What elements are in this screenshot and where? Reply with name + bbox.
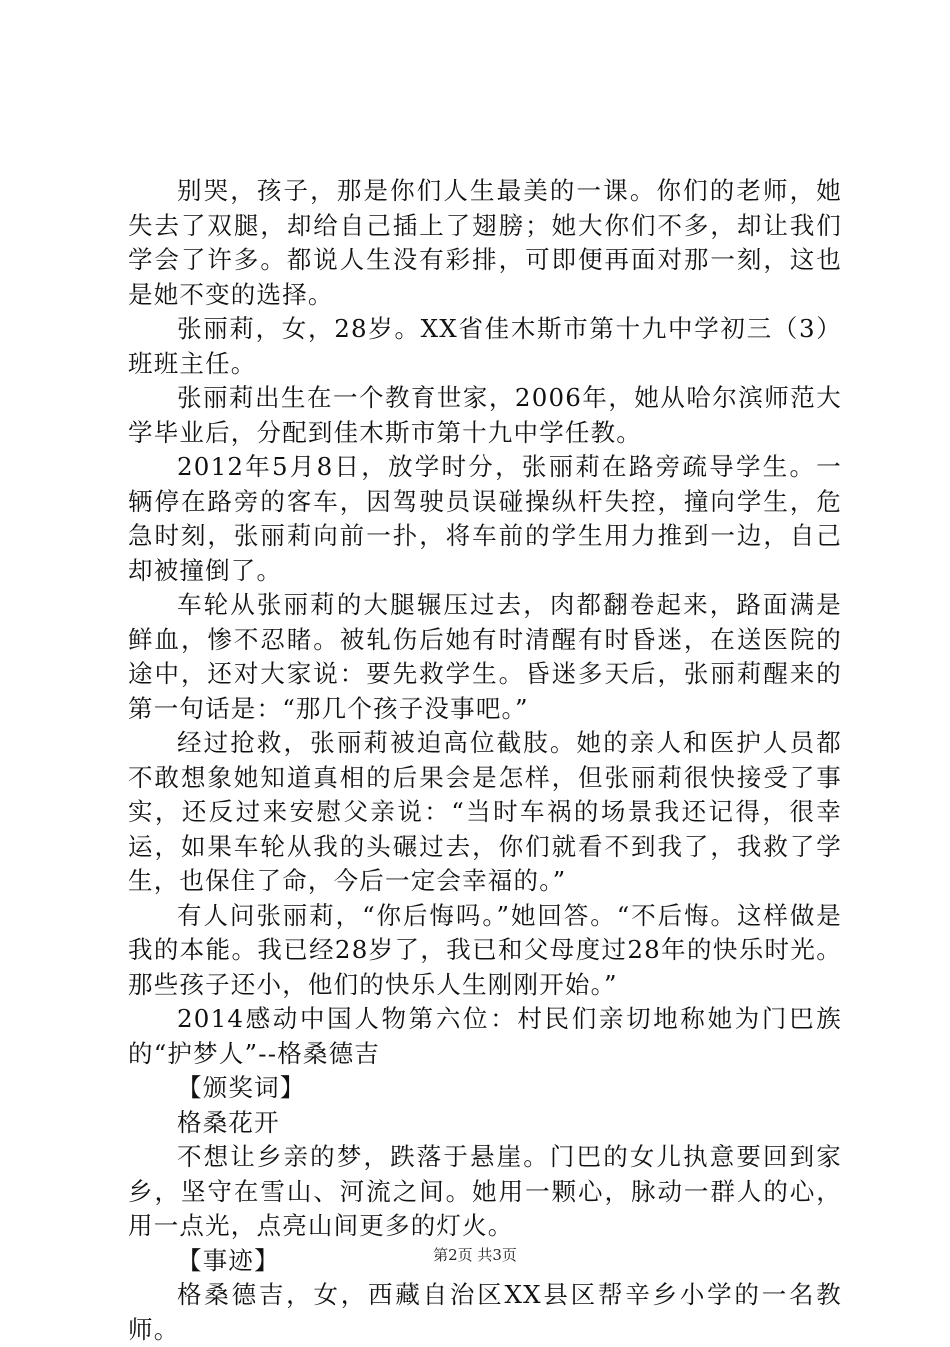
paragraph-deeds: 格桑德吉，女，西藏自治区XX县区帮辛乡小学的一名教师。 — [128, 1280, 842, 1344]
paragraph-intro: 别哭，孩子，那是你们人生最美的一课。你们的老师，她失去了双腿，却给自己插上了翅膀；她大你们不多，却让我们学会了许多。都说人生没有彩排，可即便再面对那一刻，这也是她不变的选择。 — [128, 176, 842, 309]
paragraph-no-regret: 有人问张丽莉，“你后悔吗。”她回答。“不后悔。这样做是我的本能。我已经28岁了，我已和父母度过28年的快乐时光。那些孩子还小，他们的快乐人生刚刚开始。” — [128, 900, 842, 999]
award-title: 格桑花开 — [177, 1107, 280, 1137]
document-body — [128, 174, 842, 1347]
page-number-footer: 第2页 共3页 — [433, 1246, 517, 1264]
paragraph-injury: 车轮从张丽莉的大腿辗压过去，肉都翻卷起来，路面满是鲜血，惨不忍睹。被轧伤后她有时清醒有时昏迷，在送医院的途中，还对大家说：要先救学生。昏迷多天后，张丽莉醒来的第一句话是：“那几个孩子没事吧。” — [128, 590, 842, 723]
paragraph-profile: 张丽莉，女，28岁。XX省佳木斯市第十九中学初三（3）班班主任。 — [128, 314, 842, 378]
paragraph-accident: 2012年5月8日，放学时分，张丽莉在路旁疏导学生。一辆停在路旁的客车，因驾驶员误碰操纵杆失控，撞向学生，危急时刻，张丽莉向前一扑，将车前的学生用力推到一边，自己却被撞倒了。 — [128, 452, 842, 585]
paragraph-next-person: 2014感动中国人物第六位：村民们亲切地称她为门巴族的“护梦人”--格桑德吉 — [128, 1004, 842, 1068]
paragraph-award-text: 不想让乡亲的梦，跌落于悬崖。门巴的女儿执意要回到家乡，坚守在雪山、河流之间。她用一颗心，脉动一群人的心，用一点光，点亮山间更多的灯火。 — [128, 1142, 842, 1240]
section-heading-deeds: 【事迹】 — [177, 1245, 280, 1275]
section-heading-award: 【颁奖词】 — [177, 1073, 306, 1102]
paragraph-background: 张丽莉出生在一个教育世家，2006年，她从哈尔滨师范大学毕业后，分配到佳木斯市第十九中学任教。 — [128, 383, 842, 447]
paragraph-rescue: 经过抢救，张丽莉被迫高位截肢。她的亲人和医护人员都不敢想象她知道真相的后果会是怎样，但张丽莉很快接受了事实，还反过来安慰父亲说：“当时车祸的场景我还记得，很幸运，如果车轮从我的头碾过去，你们就看不到我了，我救了学生，也保住了命，今后一定会幸福的。” — [128, 728, 842, 895]
